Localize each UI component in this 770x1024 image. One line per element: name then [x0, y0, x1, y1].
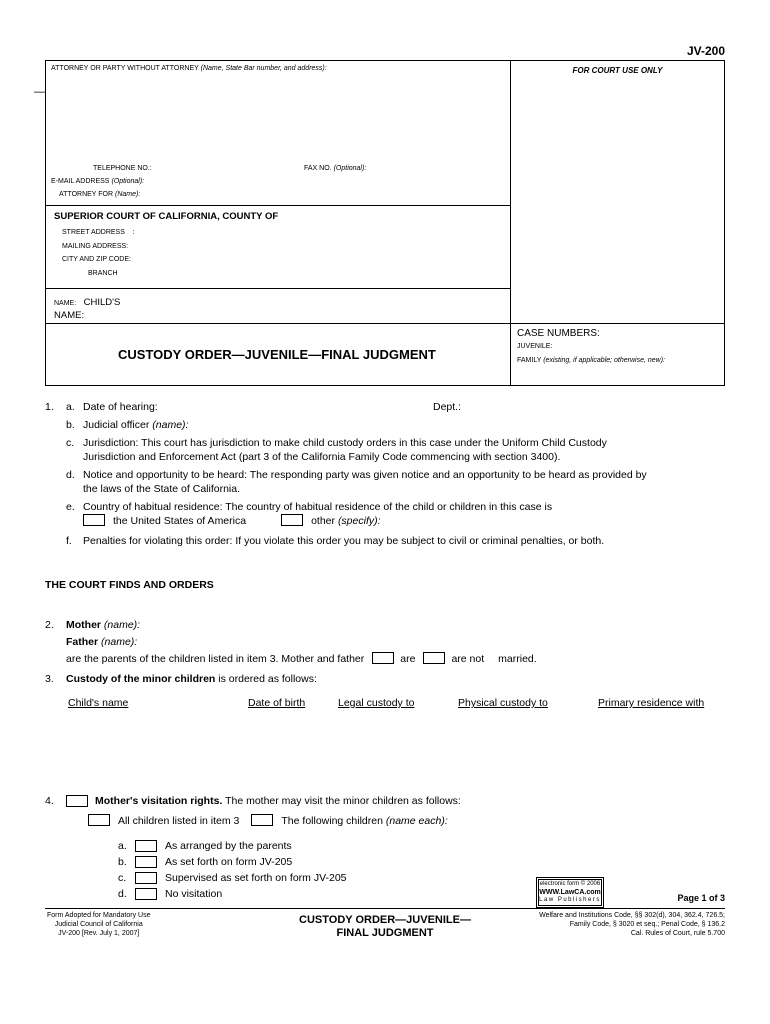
item-4: 4. Mother's visitation rights. The mother may visit the minor children as follows:	[45, 795, 461, 807]
item-1e: e. Country of habitual residence: The country of habitual residence of the child or children in this case is the United States of America other (specify):	[45, 500, 725, 528]
footer-right-block: Welfare and Institutions Code, §§ 302(d), 304, 362.4, 726.5; Family Code, § 3020 et seq.; Penal Code, § 136.2 Cal. Rules of Court, rule 5.700	[539, 912, 725, 937]
not-married-checkbox[interactable]	[423, 652, 445, 664]
court-section	[46, 206, 510, 289]
mailing-address-label: MAILING ADDRESS:	[62, 242, 129, 250]
attorney-section	[46, 61, 510, 206]
court-title: SUPERIOR COURT OF CALIFORNIA, COUNTY OF	[54, 211, 279, 222]
footer-title: CUSTODY ORDER—JUVENILE— FINAL JUDGMENT	[299, 914, 471, 939]
mother-visitation-checkbox[interactable]	[66, 795, 88, 807]
for-court-use-label: FOR COURT USE ONLY	[572, 66, 663, 75]
other-label: other	[311, 515, 336, 527]
jurisdiction-text-line1: Jurisdiction: This court has jurisdiction to make child custody orders in this case under the Uniform Child Custody	[83, 437, 607, 449]
parents-married-line: are the parents of the children listed in item 3. Mother and father are are not married.	[66, 653, 537, 665]
col-primary-residence: Primary residence with	[598, 697, 705, 709]
attorney-for-line: ATTORNEY FOR (Name):	[59, 191, 141, 198]
page-number: Page 1 of 3	[677, 893, 725, 903]
item-1a: 1. a. Date of hearing: Dept.:	[45, 401, 462, 413]
form-title-section	[46, 323, 510, 385]
no-visitation-checkbox[interactable]	[135, 888, 157, 900]
email-label: E-MAIL ADDRESS	[51, 178, 110, 185]
child-name-section	[46, 289, 510, 323]
mother-name-line: Mother (name):	[66, 619, 141, 631]
set-forth-jv205-checkbox[interactable]	[135, 856, 157, 868]
form-header-box	[45, 60, 725, 386]
item-4-children-options: All children listed in item 3 The following children (name each):	[88, 814, 725, 828]
date-of-hearing-label: Date of hearing:	[83, 401, 158, 413]
attorney-label: ATTORNEY OR PARTY WITHOUT ATTORNEY	[51, 65, 199, 72]
all-children-checkbox[interactable]	[88, 814, 110, 826]
court-use-section	[510, 61, 724, 323]
jurisdiction-text-line2: Jurisdiction and Enforcement Act (part 3 of the California Family Code commencing with section 3400).	[83, 451, 561, 463]
email-line: E-MAIL ADDRESS (Optional):	[51, 178, 145, 185]
father-name-line: Father (name):	[66, 636, 138, 648]
family-case-label: FAMILY	[517, 357, 542, 364]
attorney-for-label: ATTORNEY FOR	[59, 191, 114, 198]
phone-fax-line	[51, 162, 505, 175]
form-number: JV-200	[686, 44, 725, 58]
custody-table-headers	[66, 696, 725, 712]
item-2	[45, 618, 725, 666]
case-numbers-label: CASE NUMBERS:	[517, 328, 600, 339]
following-children-label: The following children	[281, 815, 383, 827]
item-1-number: 1.	[45, 401, 54, 413]
item-4-number: 4.	[45, 795, 54, 807]
notice-text-line1: Notice and opportunity to be heard: The responding party was given notice and an opportunity to be heard as provided by	[83, 469, 647, 481]
fax-label: FAX NO. (Optional):	[304, 165, 367, 172]
form-title: CUSTODY ORDER—JUVENILE—FINAL JUDGMENT	[118, 347, 436, 362]
visitation-option-c: c. Supervised as set forth on form JV-205	[118, 872, 347, 884]
city-zip-label: CITY AND ZIP CODE:	[62, 256, 131, 263]
item-3-number: 3.	[45, 673, 54, 685]
attorney-label-italic: (Name, State Bar number, and address):	[200, 65, 327, 72]
child-name-line2: NAME:	[54, 310, 85, 321]
custody-table-blank	[66, 712, 725, 794]
court-address-labels	[62, 226, 510, 280]
stray-dash-mark: —	[34, 86, 45, 98]
penalties-text: Penalties for violating this order: If you violate this order you may be subject to civil or criminal penalties, or both.	[83, 535, 605, 547]
branch-label: BRANCH	[88, 269, 118, 277]
juvenile-case-label: JUVENILE:	[517, 343, 553, 350]
col-date-of-birth: Date of birth	[248, 697, 306, 709]
married-checkbox[interactable]	[372, 652, 394, 664]
notice-text-line2: the laws of the State of California.	[83, 483, 241, 495]
form-body	[45, 400, 725, 902]
publisher-stamp	[536, 877, 604, 908]
col-childs-name: Child's name	[68, 697, 129, 709]
habitual-residence-text: Country of habitual residence: The country of habitual residence of the child or children in this case is	[83, 501, 553, 513]
all-children-label: All children listed in item 3	[118, 815, 240, 827]
arranged-by-parents-checkbox[interactable]	[135, 840, 157, 852]
item-1d: d. Notice and opportunity to be heard: The responding party was given notice and an opportunity to be heard as provided by the laws of the State of California.	[45, 468, 725, 496]
stamp-line3: Law Publishers	[539, 897, 601, 903]
usa-checkbox[interactable]	[83, 514, 105, 526]
col-legal-custody: Legal custody to	[338, 697, 415, 709]
court-finds-heading: THE COURT FINDS AND ORDERS	[45, 579, 214, 591]
visitation-option-d: d. No visitation	[118, 888, 223, 900]
family-case-line: FAMILY (existing, if applicable; otherwise, new):	[517, 357, 665, 364]
child-name-line1	[54, 292, 510, 310]
attorney-contact-lines	[51, 162, 505, 201]
supervised-jv205-checkbox[interactable]	[135, 872, 157, 884]
judicial-officer-label: Judicial officer	[83, 419, 150, 431]
item-2-number: 2.	[45, 619, 54, 631]
attorney-caption	[51, 65, 505, 72]
case-numbers-section	[510, 323, 724, 385]
visitation-options	[118, 838, 725, 902]
item-3	[45, 672, 725, 794]
name-small-label: NAME:	[54, 300, 77, 307]
habitual-residence-options: the United States of America other (specify):	[83, 514, 725, 528]
telephone-label: TELEPHONE NO.:	[93, 165, 152, 172]
custody-ordered-line: Custody of the minor children is ordered as follows:	[66, 673, 317, 685]
item-1c: c. Jurisdiction: This court has jurisdiction to make child custody orders in this case under the Uniform Child Custody Jurisdiction and Enforcement Act (part 3 of the California Family Code commencing with section 3400).	[45, 436, 725, 464]
childs-label: CHILD'S	[83, 297, 121, 308]
col-physical-custody: Physical custody to	[458, 697, 548, 709]
visitation-option-a: a. As arranged by the parents	[118, 840, 292, 852]
item-1b: b. Judicial officer (name):	[66, 419, 189, 431]
following-children-checkbox[interactable]	[251, 814, 273, 826]
street-address-label: STREET ADDRESS :	[62, 229, 135, 236]
footer-left-block: Form Adopted for Mandatory Use Judicial Council of California JV-200 [Rev. July 1, 2007]	[47, 912, 151, 937]
stamp-line1: electronic form © 2006	[539, 881, 601, 887]
visitation-option-b: b. As set forth on form JV-205	[118, 856, 293, 868]
other-country-checkbox[interactable]	[281, 514, 303, 526]
footer-divider	[45, 908, 725, 909]
item-1f: f. Penalties for violating this order: If you violate this order you may be subject to civil or criminal penalties, or both.	[45, 534, 725, 548]
dept-label: Dept.:	[433, 401, 462, 413]
usa-label: the United States of America	[113, 515, 247, 527]
stamp-line2: WWW.LawCA.com	[539, 889, 601, 896]
